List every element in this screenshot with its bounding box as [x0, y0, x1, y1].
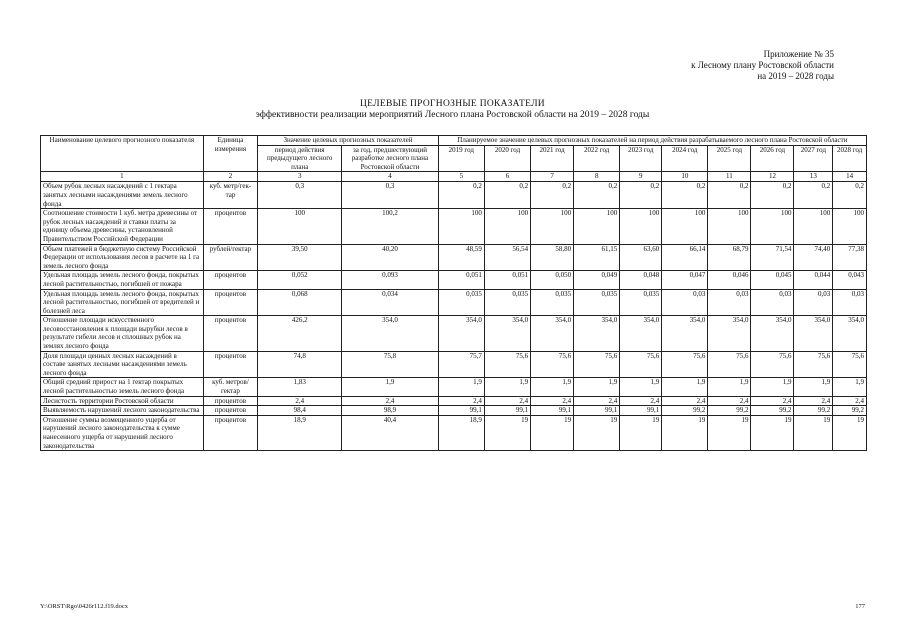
value-year: 354,0 — [574, 316, 620, 351]
indicator-name: Общий средний прирост на 1 гектар покрытых лесной растительностью земель лесного фонда — [41, 378, 204, 396]
header-name: Наименование целевого прогнозного показателя — [41, 136, 204, 172]
indicator-name: Отношение площади искусственного лесовосстановления к площади вырубки лесов в результате гибели лесов и сплошных рубок на землях лесного фонда — [41, 316, 204, 351]
value-year: 354,0 — [438, 316, 484, 351]
document-subtitle: эффективности реализации мероприятий Лесного плана Ростовской области на 2019 – 2028 годы — [255, 110, 650, 120]
indicator-name: Соотношение стоимости 1 куб. метра древесины от рубок лесных насаждений и ставки платы за единицу объема древесины, установленной Правительством Российской Федерации — [41, 209, 204, 244]
value-year: 354,0 — [620, 316, 662, 351]
value-year: 0,2 — [833, 182, 867, 209]
column-number: 11 — [708, 172, 751, 182]
value-year: 1,9 — [574, 378, 620, 396]
value-prev-year: 2,4 — [342, 396, 439, 406]
header-prev-year: за год, предшествующий разработке лесного плана Ростовской области — [342, 145, 439, 172]
value-year: 19 — [662, 415, 708, 450]
header-planned-group: Планируемое значение целевых прогнозных показателей на период действия разрабатываемого лесного плана Ростовской области — [438, 136, 866, 146]
header-year: 2027 год — [794, 145, 833, 172]
value-year: 100 — [833, 209, 867, 244]
indicator-unit: процентов — [203, 351, 258, 378]
header-unit: Единица измерения — [203, 136, 258, 172]
value-year: 75,6 — [484, 351, 530, 378]
value-year: 18,9 — [438, 415, 484, 450]
document-title: ЦЕЛЕВЫЕ ПРОГНОЗНЫЕ ПОКАЗАТЕЛИ — [360, 99, 545, 109]
indicator-name: Объем рубок лесных насаждений с 1 гектара занятых лесными насаждениями земель лесного фонда — [41, 182, 204, 209]
value-year: 1,9 — [794, 378, 833, 396]
value-prev-year: 0,093 — [342, 271, 439, 289]
value-year: 99,2 — [794, 406, 833, 416]
table-row — [41, 244, 867, 271]
value-year: 75,6 — [751, 351, 794, 378]
indicator-unit: куб. метров/гектар — [203, 378, 258, 396]
value-year: 58,80 — [531, 244, 574, 271]
value-year: 0,2 — [708, 182, 751, 209]
value-year: 19 — [484, 415, 530, 450]
table-row — [41, 351, 867, 378]
value-year: 100 — [574, 209, 620, 244]
value-year: 2,4 — [620, 396, 662, 406]
value-year: 48,59 — [438, 244, 484, 271]
value-year: 2,4 — [438, 396, 484, 406]
value-year: 56,54 — [484, 244, 530, 271]
header-prev-period: период действия предыдущего лесного плана — [258, 145, 342, 172]
column-number: 2 — [203, 172, 258, 182]
value-year: 1,9 — [620, 378, 662, 396]
value-prev-period: 0,3 — [258, 182, 342, 209]
value-year: 19 — [794, 415, 833, 450]
value-year: 0,2 — [751, 182, 794, 209]
footer-file-path: Y:\ORST\Rgo\0426r112.f19.docx — [40, 603, 128, 610]
value-year: 100 — [438, 209, 484, 244]
table-row — [41, 316, 867, 351]
value-prev-period: 426,2 — [258, 316, 342, 351]
value-year: 68,79 — [708, 244, 751, 271]
value-prev-period: 2,4 — [258, 396, 342, 406]
column-number: 7 — [531, 172, 574, 182]
column-number: 14 — [833, 172, 867, 182]
table-row — [41, 406, 867, 416]
value-prev-period: 74,8 — [258, 351, 342, 378]
indicator-name: Удельная площадь земель лесного фонда, покрытых лесной растительностью, погибшей от вредителей и болезней леса — [41, 289, 204, 316]
value-year: 19 — [531, 415, 574, 450]
value-year: 19 — [620, 415, 662, 450]
table-row — [41, 182, 867, 209]
value-year: 0,2 — [662, 182, 708, 209]
value-year: 99,1 — [438, 406, 484, 416]
column-number: 4 — [342, 172, 439, 182]
table-row — [41, 209, 867, 244]
column-number: 1 — [41, 172, 204, 182]
value-prev-year: 98,9 — [342, 406, 439, 416]
value-year: 0,046 — [708, 271, 751, 289]
column-number: 10 — [662, 172, 708, 182]
value-year: 0,03 — [708, 289, 751, 316]
value-prev-year: 100,2 — [342, 209, 439, 244]
value-year: 1,9 — [751, 378, 794, 396]
column-number: 8 — [574, 172, 620, 182]
value-year: 0,035 — [620, 289, 662, 316]
value-year: 0,2 — [484, 182, 530, 209]
value-year: 63,60 — [620, 244, 662, 271]
header-year: 2026 год — [751, 145, 794, 172]
value-year: 66,14 — [662, 244, 708, 271]
indicator-unit: процентов — [203, 271, 258, 289]
indicators-table — [40, 135, 867, 451]
value-year: 2,4 — [794, 396, 833, 406]
value-year: 75,6 — [708, 351, 751, 378]
value-year: 0,035 — [574, 289, 620, 316]
value-year: 75,7 — [438, 351, 484, 378]
indicator-name: Доля площади ценных лесных насаждений в составе занятых лесными насаждениями земель лесного фонда — [41, 351, 204, 378]
value-year: 0,044 — [794, 271, 833, 289]
header-year: 2028 год — [833, 145, 867, 172]
value-year: 0,043 — [833, 271, 867, 289]
value-year: 0,03 — [751, 289, 794, 316]
value-year: 99,1 — [574, 406, 620, 416]
value-year: 0,045 — [751, 271, 794, 289]
value-prev-year: 354,0 — [342, 316, 439, 351]
value-year: 354,0 — [708, 316, 751, 351]
value-year: 75,6 — [531, 351, 574, 378]
value-year: 0,035 — [438, 289, 484, 316]
value-year: 75,6 — [662, 351, 708, 378]
indicator-name: Отношение суммы возмещенного ущерба от нарушений лесного законодательства к сумме нанесенного ущерба от нарушений лесного законодательства — [41, 415, 204, 450]
value-year: 75,6 — [794, 351, 833, 378]
value-year: 1,9 — [531, 378, 574, 396]
value-year: 0,2 — [531, 182, 574, 209]
value-year: 1,9 — [833, 378, 867, 396]
value-prev-year: 0,034 — [342, 289, 439, 316]
value-prev-year: 75,8 — [342, 351, 439, 378]
document-heading — [0, 99, 905, 121]
value-year: 354,0 — [833, 316, 867, 351]
value-year: 75,6 — [620, 351, 662, 378]
value-year: 354,0 — [794, 316, 833, 351]
value-year: 0,03 — [662, 289, 708, 316]
value-year: 0,03 — [833, 289, 867, 316]
header-year: 2020 год — [484, 145, 530, 172]
header-year: 2025 год — [708, 145, 751, 172]
value-year: 100 — [794, 209, 833, 244]
value-year: 2,4 — [662, 396, 708, 406]
value-year: 0,2 — [574, 182, 620, 209]
value-year: 61,15 — [574, 244, 620, 271]
value-year: 0,2 — [620, 182, 662, 209]
value-year: 99,2 — [662, 406, 708, 416]
value-year: 100 — [620, 209, 662, 244]
value-prev-year: 0,3 — [342, 182, 439, 209]
value-prev-year: 40,4 — [342, 415, 439, 450]
value-year: 2,4 — [484, 396, 530, 406]
value-year: 0,035 — [531, 289, 574, 316]
indicator-name: Удельная площадь земель лесного фонда, покрытых лесной растительностью, погибшей от пожара — [41, 271, 204, 289]
value-year: 1,9 — [662, 378, 708, 396]
value-year: 0,049 — [574, 271, 620, 289]
value-year: 99,1 — [484, 406, 530, 416]
indicator-unit: процентов — [203, 396, 258, 406]
indicator-unit: процентов — [203, 406, 258, 416]
value-year: 99,2 — [708, 406, 751, 416]
value-year: 19 — [574, 415, 620, 450]
value-year: 354,0 — [531, 316, 574, 351]
page-number: 177 — [855, 603, 865, 610]
indicator-name: Выявляемость нарушений лесного законодательства — [41, 406, 204, 416]
value-prev-period: 1,83 — [258, 378, 342, 396]
value-year: 19 — [751, 415, 794, 450]
value-prev-period: 18,9 — [258, 415, 342, 450]
column-number: 9 — [620, 172, 662, 182]
value-prev-period: 98,4 — [258, 406, 342, 416]
column-number: 13 — [794, 172, 833, 182]
value-year: 75,6 — [833, 351, 867, 378]
header-year: 2023 год — [620, 145, 662, 172]
column-number: 5 — [438, 172, 484, 182]
appendix-reference: к Лесному плану Ростовской области — [691, 60, 834, 70]
column-number: 12 — [751, 172, 794, 182]
indicator-name: Объем платежей в бюджетную систему Российской Федерации от использования лесов в расчете на 1 га земель лесного фонда — [41, 244, 204, 271]
value-year: 2,4 — [708, 396, 751, 406]
value-year: 2,4 — [833, 396, 867, 406]
indicator-unit: процентов — [203, 289, 258, 316]
table-row — [41, 289, 867, 316]
value-year: 100 — [531, 209, 574, 244]
header-year: 2021 год — [531, 145, 574, 172]
value-year: 0,050 — [531, 271, 574, 289]
indicator-unit: процентов — [203, 415, 258, 450]
value-year: 354,0 — [662, 316, 708, 351]
appendix-period: на 2019 – 2028 годы — [757, 71, 834, 81]
indicator-name: Лесистость территории Ростовской области — [41, 396, 204, 406]
appendix-note — [691, 49, 834, 82]
value-prev-year: 40,20 — [342, 244, 439, 271]
value-year: 0,03 — [794, 289, 833, 316]
value-year: 0,2 — [438, 182, 484, 209]
value-year: 1,9 — [438, 378, 484, 396]
value-year: 74,40 — [794, 244, 833, 271]
table-row — [41, 271, 867, 289]
header-values-group: Значение целевых прогнозных показателей — [258, 136, 439, 146]
value-year: 75,6 — [574, 351, 620, 378]
value-year: 1,9 — [484, 378, 530, 396]
indicator-unit: процентов — [203, 316, 258, 351]
value-year: 99,2 — [751, 406, 794, 416]
indicator-unit: рублей/гектар — [203, 244, 258, 271]
header-year: 2019 год — [438, 145, 484, 172]
indicator-unit: куб. метр/гек-тар — [203, 182, 258, 209]
value-year: 2,4 — [531, 396, 574, 406]
value-year: 19 — [833, 415, 867, 450]
table-row — [41, 378, 867, 396]
value-year: 99,1 — [531, 406, 574, 416]
value-prev-year: 1,9 — [342, 378, 439, 396]
value-year: 99,2 — [833, 406, 867, 416]
value-year: 19 — [708, 415, 751, 450]
value-year: 354,0 — [751, 316, 794, 351]
header-year: 2022 год — [574, 145, 620, 172]
value-year: 0,035 — [484, 289, 530, 316]
value-prev-period: 0,052 — [258, 271, 342, 289]
value-prev-period: 100 — [258, 209, 342, 244]
appendix-number: Приложение № 35 — [763, 49, 834, 59]
table-row — [41, 415, 867, 450]
value-year: 2,4 — [574, 396, 620, 406]
value-prev-period: 39,50 — [258, 244, 342, 271]
value-year: 2,4 — [751, 396, 794, 406]
value-year: 71,54 — [751, 244, 794, 271]
indicator-unit: процентов — [203, 209, 258, 244]
column-number: 6 — [484, 172, 530, 182]
column-number: 3 — [258, 172, 342, 182]
value-year: 0,047 — [662, 271, 708, 289]
value-prev-period: 0,068 — [258, 289, 342, 316]
value-year: 99,1 — [620, 406, 662, 416]
value-year: 100 — [484, 209, 530, 244]
table-row — [41, 396, 867, 406]
value-year: 100 — [662, 209, 708, 244]
value-year: 77,38 — [833, 244, 867, 271]
value-year: 100 — [751, 209, 794, 244]
value-year: 0,051 — [438, 271, 484, 289]
value-year: 100 — [708, 209, 751, 244]
value-year: 0,051 — [484, 271, 530, 289]
value-year: 1,9 — [708, 378, 751, 396]
value-year: 354,0 — [484, 316, 530, 351]
value-year: 0,2 — [794, 182, 833, 209]
value-year: 0,048 — [620, 271, 662, 289]
header-year: 2024 год — [662, 145, 708, 172]
